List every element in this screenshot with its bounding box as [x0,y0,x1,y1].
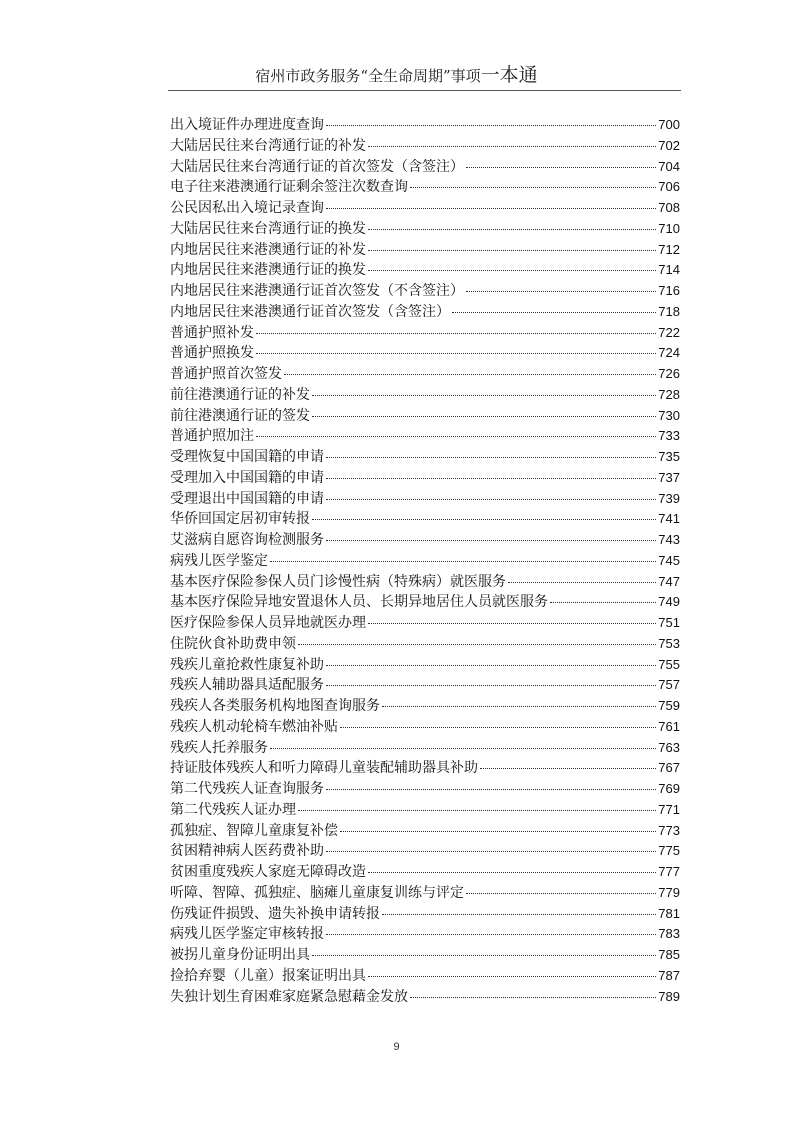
toc-entry[interactable] [170,821,680,842]
toc-entry-page: 743 [658,532,680,547]
toc-leader-dots [312,416,656,417]
toc-entry[interactable] [170,426,680,447]
toc-leader-dots [256,353,656,354]
toc-leader-dots [368,250,656,251]
toc-entry[interactable] [170,447,680,468]
toc-entry-page: 730 [658,407,680,423]
toc-entry-page: 735 [658,449,680,464]
toc-entry[interactable] [170,177,680,198]
toc-entry[interactable] [170,302,680,323]
toc-leader-dots [270,748,656,749]
toc-entry-title: 公民因私出入境记录查询 [170,200,324,216]
toc-leader-dots [452,312,656,313]
toc-leader-dots [326,540,656,541]
toc-leader-dots [326,851,656,852]
toc-entry[interactable] [170,572,680,593]
toc-leader-dots [466,291,656,292]
toc-leader-dots [256,436,656,437]
toc-entry-title: 残疾人机动轮椅车燃油补贴 [170,718,338,735]
toc-entry-title: 内地居民往来港澳通行证的补发 [170,241,366,258]
toc-entry-page: 753 [658,635,680,651]
toc-entry-page: 751 [658,615,680,630]
toc-entry-title: 残疾人托养服务 [170,739,268,756]
toc-entry-title: 残疾儿童抢救性康复补助 [170,656,324,673]
toc-entry-title: 失独计划生育困难家庭紧急慰藉金发放 [170,988,408,1005]
toc-entry-title: 残疾人各类服务机构地图查询服务 [170,698,380,714]
toc-entry-page: 787 [658,967,680,983]
toc-leader-dots [270,561,656,562]
toc-entry-page: 704 [658,158,680,174]
toc-entry[interactable] [170,219,680,240]
toc-entry[interactable] [170,406,680,427]
toc-entry-page: 773 [658,822,680,838]
toc-entry[interactable] [170,115,680,136]
toc-entry-title: 大陆居民往来台湾通行证的换发 [170,220,366,237]
toc-entry-page: 763 [658,739,680,755]
toc-entry[interactable] [170,509,680,530]
toc-entry-title: 前往港澳通行证的签发 [170,407,310,424]
toc-entry-title: 基本医疗保险异地安置退休人员、长期异地居住人员就医服务 [170,594,548,611]
toc-entry[interactable] [170,883,680,904]
toc-entry-page: 755 [658,656,680,672]
toc-entry-title: 第二代残疾人证办理 [170,801,296,818]
toc-entry-page: 706 [658,179,680,195]
toc-entry-title: 被拐儿童身份证明出具 [170,947,310,963]
toc-entry[interactable] [170,551,680,572]
toc-leader-dots [256,333,656,334]
toc-entry-page: 710 [658,220,680,236]
header-title-suffix: 一本通 [480,64,538,86]
toc-leader-dots [382,706,656,707]
toc-entry[interactable] [170,634,680,655]
header-title: 宿州市政务服务“全生命周期”事项 [255,67,481,85]
toc-leader-dots [410,997,656,998]
toc-entry[interactable] [170,343,680,364]
toc-leader-dots [508,582,656,583]
toc-entry-title: 受理退出中国国籍的申请 [170,490,324,507]
toc-entry[interactable] [170,613,680,634]
toc-leader-dots [326,685,656,686]
toc-entry[interactable] [170,945,680,966]
toc-entry[interactable] [170,198,680,219]
toc-leader-dots [368,872,656,873]
toc-entry-page: 728 [658,386,680,402]
toc-entry-title: 普通护照加注 [170,428,254,445]
toc-entry[interactable] [170,966,680,987]
toc-entry[interactable] [170,717,680,738]
toc-entry[interactable] [170,758,680,779]
toc-entry-title: 华侨回国定居初审转报 [170,511,310,528]
toc-leader-dots [326,457,656,458]
toc-entry-page: 718 [658,303,680,319]
toc-entry[interactable] [170,136,680,157]
toc-leader-dots [368,270,656,271]
toc-entry-title: 持证肢体残疾人和听力障碍儿童装配辅助器具补助 [170,760,478,777]
toc-entry-title: 病残儿医学鉴定审核转报 [170,926,324,943]
toc-entry[interactable] [170,655,680,676]
toc-entry-page: 726 [658,366,680,381]
toc-leader-dots [480,768,656,769]
toc-entry-title: 内地居民往来港澳通行证首次签发（不含签注） [170,283,464,299]
toc-entry-page: 767 [658,760,680,776]
toc-entry-page: 783 [658,926,680,942]
toc-entry-page: 789 [658,988,680,1004]
toc-entry-title: 基本医疗保险参保人员门诊慢性病（特殊病）就医服务 [170,573,506,590]
toc-leader-dots [382,914,656,915]
toc-leader-dots [298,644,656,645]
toc-entry-page: 769 [658,781,680,796]
toc-entry[interactable] [170,385,680,406]
toc-entry-page: 771 [658,801,680,817]
toc-entry-page: 777 [658,864,680,879]
toc-leader-dots [312,395,656,396]
toc-entry-title: 医疗保险参保人员异地就医办理 [170,615,366,631]
toc-entry-page: 724 [658,345,680,361]
toc-leader-dots [340,831,656,832]
toc-entry-page: 733 [658,428,680,444]
toc-entry-title: 内地居民往来港澳通行证的换发 [170,262,366,279]
toc-entry-page: 745 [658,552,680,568]
toc-leader-dots [326,789,656,790]
toc-leader-dots [326,499,656,500]
toc-entry[interactable] [170,841,680,862]
toc-entry-title: 住院伙食补助费申领 [170,635,296,652]
toc-leader-dots [340,727,656,728]
toc-entry-title: 艾滋病自愿咨询检测服务 [170,532,324,548]
toc-entry[interactable] [170,696,680,717]
toc-leader-dots [312,519,656,520]
toc-entry[interactable] [170,675,680,696]
toc-entry[interactable] [170,364,680,385]
toc-leader-dots [368,229,656,230]
toc-entry-title: 孤独症、智障儿童康复补偿 [170,822,338,839]
toc-entry[interactable] [170,323,680,344]
toc-entry[interactable] [170,468,680,489]
toc-entry-page: 737 [658,469,680,485]
toc-entry-title: 内地居民往来港澳通行证首次签发（含签注） [170,303,450,320]
toc-entry-title: 病残儿医学鉴定 [170,552,268,569]
toc-entry[interactable] [170,738,680,759]
header-rule [168,90,681,91]
toc-entry-page: 708 [658,200,680,215]
toc-entry-title: 普通护照首次签发 [170,366,282,382]
toc-entry[interactable] [170,157,680,178]
page-header [0,60,793,87]
toc-entry-page: 747 [658,573,680,589]
toc-entry[interactable] [170,800,680,821]
toc-leader-dots [326,208,656,209]
toc-entry-title: 受理加入中国国籍的申请 [170,469,324,486]
toc-entry-title: 电子往来港澳通行证剩余签注次数查询 [170,179,408,196]
toc-entry-title: 大陆居民往来台湾通行证的首次签发（含签注） [170,158,464,175]
toc-entry-title: 受理恢复中国国籍的申请 [170,449,324,465]
toc-entry-title: 大陆居民往来台湾通行证的补发 [170,137,366,154]
toc-entry-page: 775 [658,843,680,859]
toc-leader-dots [284,374,656,375]
toc-entry-page: 739 [658,490,680,506]
toc-leader-dots [410,187,656,188]
toc-entry-title: 伤残证件损毁、遗失补换申请转报 [170,905,380,922]
toc-leader-dots [368,146,656,147]
toc-entry[interactable] [170,260,680,281]
toc-entry-page: 741 [658,511,680,527]
toc-entry[interactable] [170,281,680,302]
toc-leader-dots [326,665,656,666]
toc-entry-title: 贫困重度残疾人家庭无障碍改造 [170,864,366,880]
toc-leader-dots [326,125,656,126]
toc-entry[interactable] [170,530,680,551]
toc-entry-title: 贫困精神病人医药费补助 [170,843,324,860]
table-of-contents [170,115,680,1007]
toc-entry-title: 第二代残疾人证查询服务 [170,781,324,797]
toc-entry[interactable] [170,240,680,261]
toc-entry-title: 普通护照补发 [170,324,254,341]
toc-leader-dots [298,810,656,811]
toc-entry-page: 749 [658,594,680,610]
toc-entry-page: 714 [658,262,680,278]
toc-entry[interactable] [170,592,680,613]
toc-entry[interactable] [170,924,680,945]
toc-entry-title: 捡拾弃婴（儿童）报案证明出具 [170,967,366,984]
toc-entry-title: 普通护照换发 [170,345,254,362]
toc-entry[interactable] [170,904,680,925]
toc-entry-page: 702 [658,137,680,153]
toc-entry-title: 听障、智障、孤独症、脑瘫儿童康复训练与评定 [170,884,464,901]
toc-entry-page: 781 [658,905,680,921]
toc-entry[interactable] [170,987,680,1008]
toc-entry-page: 761 [658,718,680,734]
toc-leader-dots [466,893,656,894]
toc-entry[interactable] [170,779,680,800]
toc-leader-dots [550,602,656,603]
toc-leader-dots [466,167,656,168]
toc-entry-page: 700 [658,117,680,132]
toc-entry-title: 前往港澳通行证的补发 [170,386,310,403]
page-number: 9 [393,1041,400,1053]
toc-entry-page: 785 [658,947,680,962]
toc-leader-dots [326,478,656,479]
toc-leader-dots [368,623,656,624]
toc-leader-dots [312,955,656,956]
toc-entry-title: 出入境证件办理进度查询 [170,117,324,133]
toc-entry[interactable] [170,862,680,883]
toc-entry-page: 779 [658,884,680,900]
toc-entry-page: 712 [658,241,680,257]
toc-leader-dots [326,934,656,935]
toc-entry-page: 757 [658,677,680,693]
toc-entry[interactable] [170,489,680,510]
toc-entry-page: 759 [658,698,680,713]
toc-entry-title: 残疾人辅助器具适配服务 [170,677,324,694]
toc-leader-dots [368,976,656,977]
toc-entry-page: 722 [658,324,680,340]
toc-entry-page: 716 [658,283,680,298]
